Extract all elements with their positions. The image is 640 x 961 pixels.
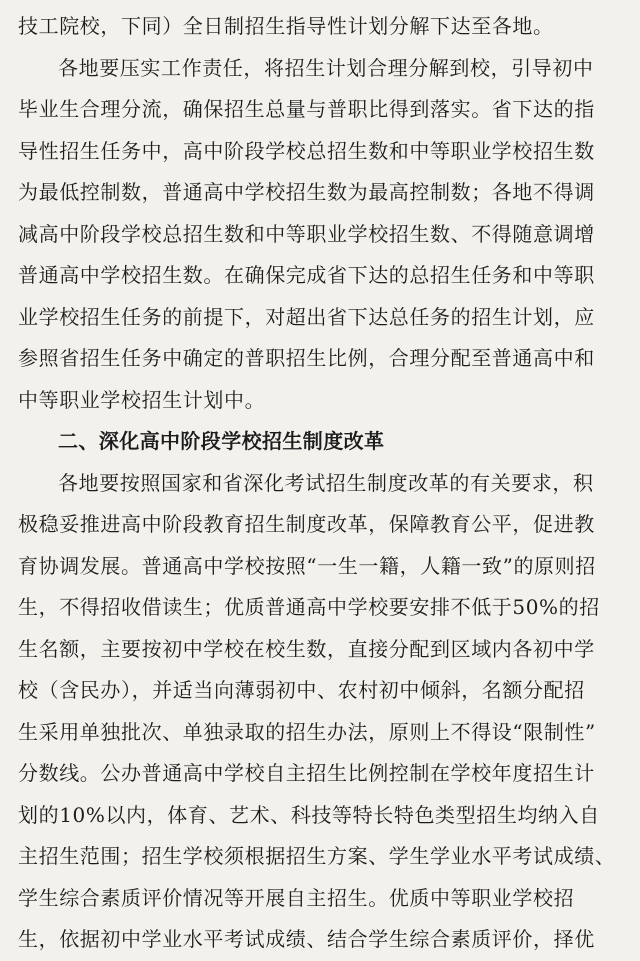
paragraph-line: 技工院校，下同）全日制招生指导性计划分解下达至各地。 [18, 14, 554, 38]
paragraph-line: 生采用单独批次、单独录取的招生办法，原则上不得设“限制性” [18, 719, 596, 744]
paragraph-line: 生，依据初中学业水平考试成绩、结合学生综合素质评价，择优 [18, 927, 595, 951]
paragraph-line: 普通高中学校招生数。在确保完成省下达的总招生任务和中等职 [18, 263, 595, 287]
paragraph-line: 参照省招生任务中确定的普职招生比例，合理分配至普通高中和 [18, 346, 595, 370]
paragraph-line: 导性招生任务中，高中阶段学校总招生数和中等职业学校招生数 [18, 138, 595, 163]
paragraph-line: 学生综合素质评价情况等开展自主招生。优质中等职业学校招 [18, 885, 575, 910]
section-heading: 二、深化高中阶段学校招生制度改革 [58, 429, 385, 453]
paragraph-line: 各地要压实工作责任，将招生计划合理分解到校，引导初中 [58, 55, 594, 80]
paragraph-line: 主招生范围；招生学校须根据招生方案、学生学业水平考试成绩、 [18, 844, 616, 868]
paragraph-line: 校（含民办），并适当向薄弱初中、农村初中倾斜，名额分配招 [18, 678, 585, 702]
paragraph-line: 减高中阶段学校总招生数和中等职业学校招生数、不得随意调增 [18, 221, 595, 246]
paragraph-line: 极稳妥推进高中阶段教育招生制度改革，保障教育公平，促进教 [18, 512, 595, 536]
paragraph-line: 育协调发展。普通高中学校按照“一生一籍，人籍一致”的原则招 [18, 553, 596, 578]
paragraph-line: 为最低控制数，普通高中学校招生数为最高控制数；各地不得调 [18, 180, 595, 204]
paragraph-line: 分数线。公办普通高中学校自主招生比例控制在学校年度招生计 [18, 761, 595, 785]
paragraph-line: 毕业生合理分流，确保招生总量与普职比得到落实。省下达的指 [18, 97, 595, 121]
paragraph-line: 划的10%以内，体育、艺术、科技等特长特色类型招生均纳入自 [18, 802, 600, 827]
paragraph-line: 生，不得招收借读生；优质普通高中学校要安排不低于50%的招 [18, 595, 600, 619]
paragraph-line: 各地要按照国家和省深化考试招生制度改革的有关要求，积 [58, 470, 594, 495]
paragraph-line: 中等职业学校招生计划中。 [18, 387, 266, 412]
paragraph-line: 业学校招生任务的前提下，对超出省下达总任务的招生计划，应 [18, 304, 595, 329]
paragraph-line: 生名额，主要按初中学校在校生数，直接分配到区域内各初中学 [18, 636, 595, 661]
